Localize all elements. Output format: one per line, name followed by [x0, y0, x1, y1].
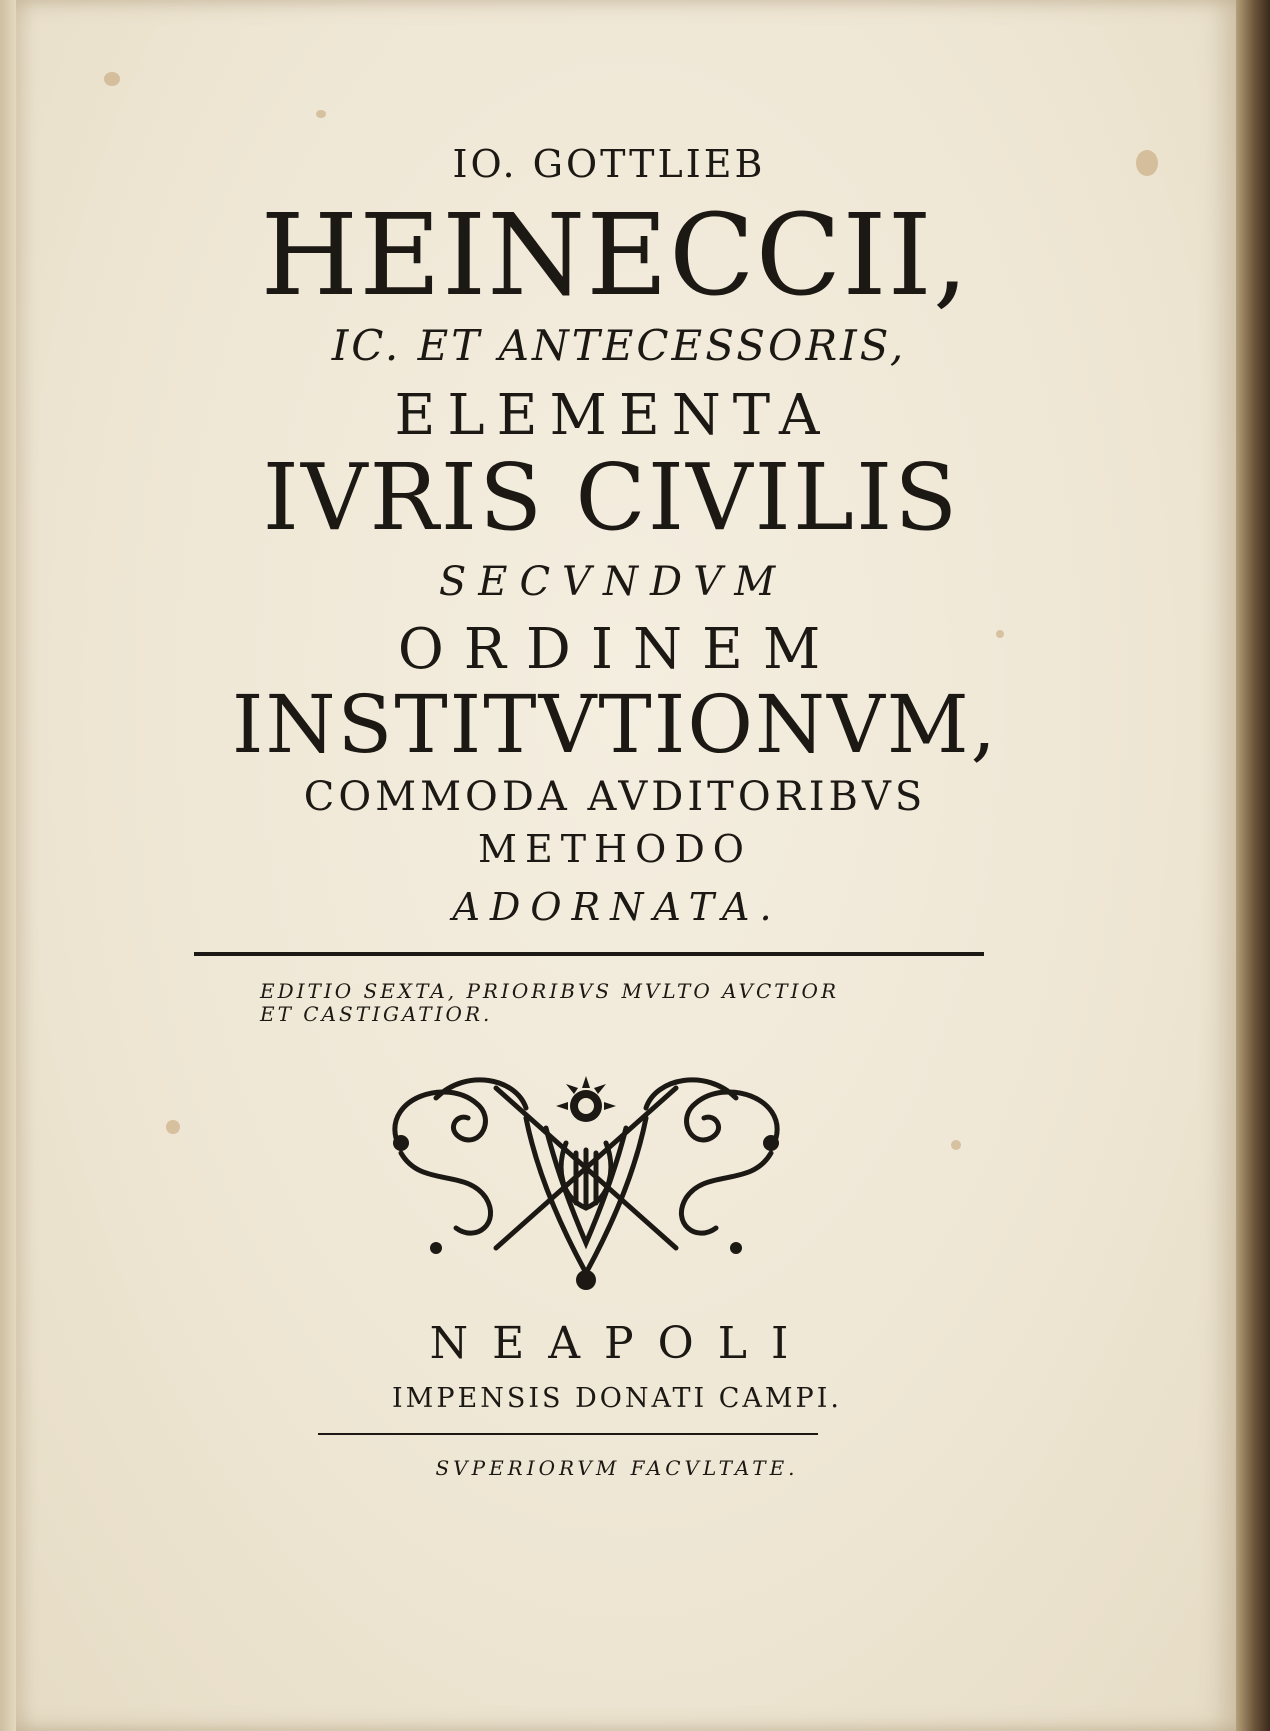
author-title: IC. ET ANTECESSORIS, [331, 321, 907, 370]
printers-ornament-icon [376, 1058, 796, 1293]
subtitle-line-adornata: ADORNATA. [452, 885, 782, 929]
title-line-iuris-civilis: IVRIS CIVILIS [262, 444, 960, 551]
imprint-city: NEAPOLI [429, 1318, 813, 1369]
subtitle-line-methodo: METHODO [478, 827, 752, 871]
title-line-institutionum: INSTITVTIONVM, [231, 678, 999, 771]
foxing-spot [951, 1140, 961, 1150]
foxing-spot [104, 72, 120, 86]
edition-statement [260, 980, 839, 1026]
divider-rule [194, 952, 984, 956]
binding-shadow [1236, 0, 1270, 1731]
title-line-elementa: ELEMENTA [394, 383, 832, 448]
imprint-printer: IMPENSIS DONATI CAMPI. [392, 1383, 842, 1414]
title-line-secundum: SECVNDVM [438, 559, 788, 605]
title-line-ordinem: ORDINEM [397, 617, 841, 682]
subtitle-line-commoda: COMMODA AVDITORIBVS [303, 774, 927, 820]
foxing-spot [166, 1120, 180, 1134]
foxing-spot [316, 110, 326, 118]
edition-line-1: EDITIO SEXTA, PRIORIBVS MVLTO AVCTIOR [260, 979, 839, 1003]
title-page [16, 0, 1242, 1731]
imprint-permission: SVPERIORVM FACVLTATE. [435, 1456, 799, 1480]
imprint-rule [318, 1433, 818, 1435]
author-first-name: IO. GOTTLIEB [452, 142, 766, 186]
author-name: HEINECCII, [260, 191, 970, 321]
edition-line-2: ET CASTIGATIOR. [260, 1002, 493, 1026]
